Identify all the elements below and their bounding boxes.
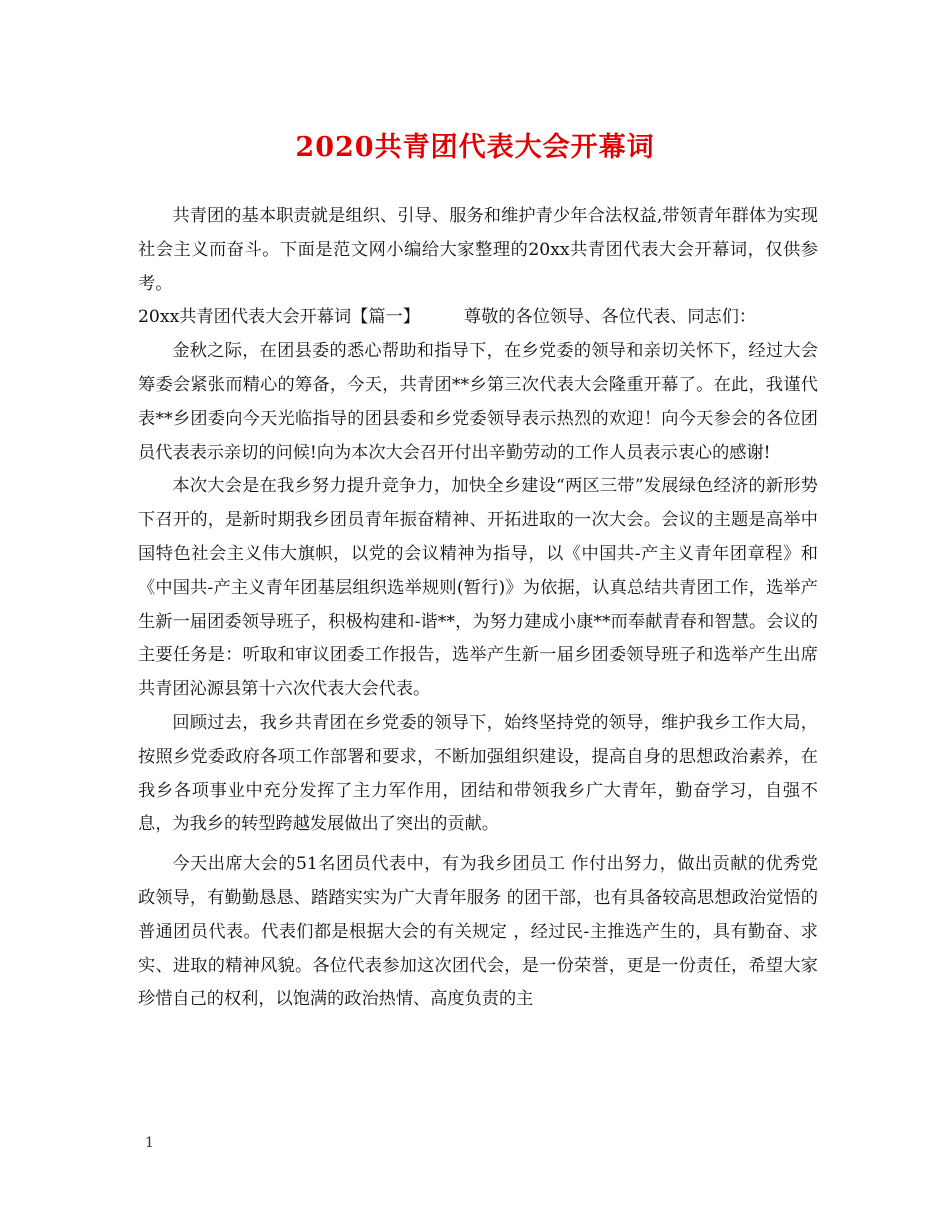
body-paragraph: 金秋之际，在团县委的悉心帮助和指导下，在乡党委的领导和亲切关怀下，经过大会筹委会紧张而精心的筹备，今天，共青团**乡第三次代表大会隆重开幕了。在此，我谨代表**乡团委向今天光临指导的团县委和乡党委领导表示热烈的欢迎！向今天参会的各位团员代表表示亲切的问候!向为本次大会召开付出辛勤劳动的工作人员表示衷心的感谢! [138,341,818,463]
page-number: 1 [145,1135,154,1151]
document-title: 2020共青团代表大会开幕词 [295,132,655,163]
body-paragraph: 今天出席大会的51名团员代表中，有为我乡团员工 作付出努力，做出贡献的优秀党政领导，有勤勤恳恳、踏踏实实为广大青年服务 的团干部，也有具备较高思想政治觉悟的普通团员代表。代表们都是根据大会的有关规定 ，经过民-主推选产生的，具有勤奋、求实、进取的精神风貌。各位代表参加这次团代会，是一份荣誉，更是一份责任，希望大家珍惜自己的权利，以饱满的政治热情、高度负责的主 [138,854,818,1010]
greeting: 尊敬的各位领导、各位代表、同志们： [463,307,757,328]
body-paragraph: 本次大会是在我乡努力提升竞争力，加快全乡建设“两区三带”发展绿色经济的新形势下召开的，是新时期我乡团员青年振奋精神、开拓进取的一次大会。会议的主题是高举中国特色社会主义伟大旗帜，以党的会议精神为指导，以《中国共-产主义青年团章程》和《中国共-产主义青年团基层组织选举规则(暂行)》为依据，认真总结共青团工作，选举产生新一届团委领导班子，积极构建和-谐**，为努力建成小康**而奉献青春和智慧。会议的主要任务是：听取和审议团委工作报告，选举产生新一届乡团委领导班子和选举产生出席共青团沁源县第十六次代表大会代表。 [138,476,818,700]
section-heading: 20xx共青团代表大会开幕词【篇一】 [138,307,420,328]
body-paragraph: 回顾过去，我乡共青团在乡党委的领导下，始终坚持党的领导，维护我乡工作大局，按照乡党委政府各项工作部署和要求，不断加强组织建设，提高自身的思想政治素养，在我乡各项事业中充分发挥了主力军作用，团结和带领我乡广大青年，勤奋学习，自强不息，为我乡的转型跨越发展做出了突出的贡献。 [138,712,818,835]
intro-paragraph: 共青团的基本职责就是组织、引导、服务和维护青少年合法权益,带领青年群体为实现社会主义而奋斗。下面是范文网小编给大家整理的20xx共青团代表大会开幕词，仅供参考。 [138,206,818,294]
section-heading-line [138,301,818,335]
document-body [138,200,818,1017]
